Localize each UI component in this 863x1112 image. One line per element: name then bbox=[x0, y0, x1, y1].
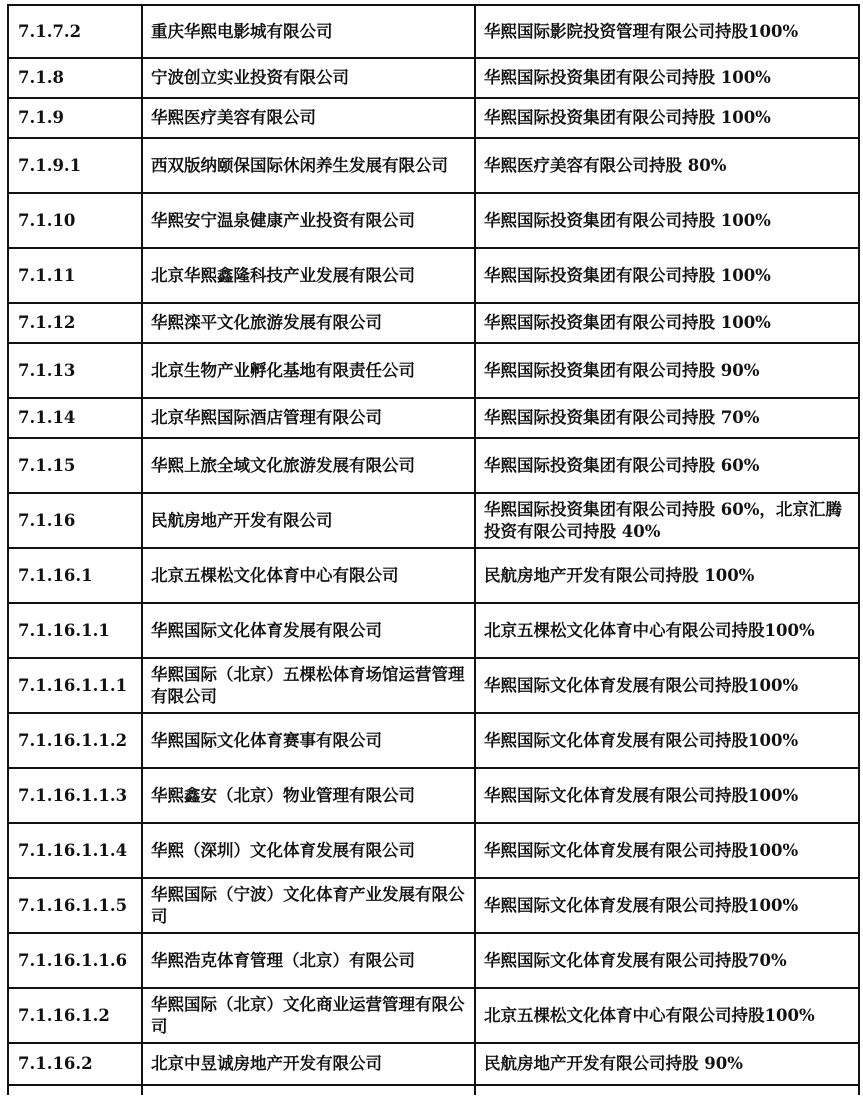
table-row bbox=[8, 343, 859, 398]
empty-cell bbox=[8, 1085, 142, 1095]
entity-code: 7.1.16.2 bbox=[8, 1043, 142, 1085]
shareholding: 北京五棵松文化体育中心有限公司持股100% bbox=[475, 603, 859, 658]
company-name: 北京生物产业孵化基地有限责任公司 bbox=[142, 343, 475, 398]
table-row bbox=[8, 658, 859, 713]
shareholding: 华熙国际投资集团有限公司持股 100% bbox=[475, 303, 859, 343]
company-name: 华熙鑫安（北京）物业管理有限公司 bbox=[142, 768, 475, 823]
table-row bbox=[8, 548, 859, 603]
entity-code: 7.1.16 bbox=[8, 493, 142, 548]
table-row bbox=[8, 303, 859, 343]
shareholding: 民航房地产开发有限公司持股 90% bbox=[475, 1043, 859, 1085]
table-row bbox=[8, 193, 859, 248]
table-row bbox=[8, 713, 859, 768]
entity-code: 7.1.12 bbox=[8, 303, 142, 343]
entity-code: 7.1.16.1.1.1 bbox=[8, 658, 142, 713]
table-row bbox=[8, 5, 859, 58]
table-row bbox=[8, 878, 859, 933]
shareholding: 华熙国际投资集团有限公司持股 100% bbox=[475, 98, 859, 138]
empty-cell bbox=[475, 1085, 859, 1095]
company-name: 北京中昱诚房地产开发有限公司 bbox=[142, 1043, 475, 1085]
company-name: 重庆华熙电影城有限公司 bbox=[142, 5, 475, 58]
entity-code: 7.1.9 bbox=[8, 98, 142, 138]
shareholding: 民航房地产开发有限公司持股 100% bbox=[475, 548, 859, 603]
shareholding: 华熙国际投资集团有限公司持股 70% bbox=[475, 398, 859, 438]
company-name: 华熙国际（宁波）文化体育产业发展有限公司 bbox=[142, 878, 475, 933]
table-row bbox=[8, 768, 859, 823]
table-row bbox=[8, 438, 859, 493]
table-row bbox=[8, 603, 859, 658]
company-name: 西双版纳颐保国际休闲养生发展有限公司 bbox=[142, 138, 475, 193]
table-row bbox=[8, 933, 859, 988]
entity-code: 7.1.16.1.1.2 bbox=[8, 713, 142, 768]
company-name: 民航房地产开发有限公司 bbox=[142, 493, 475, 548]
shareholding: 华熙国际投资集团有限公司持股 100% bbox=[475, 248, 859, 303]
entity-code: 7.1.13 bbox=[8, 343, 142, 398]
company-name: 华熙国际文化体育发展有限公司 bbox=[142, 603, 475, 658]
shareholding: 华熙国际文化体育发展有限公司持股100% bbox=[475, 768, 859, 823]
table-row bbox=[8, 493, 859, 548]
shareholding: 华熙国际文化体育发展有限公司持股100% bbox=[475, 713, 859, 768]
company-name: 华熙国际文化体育赛事有限公司 bbox=[142, 713, 475, 768]
entity-code: 7.1.16.1.1.3 bbox=[8, 768, 142, 823]
company-name: 北京华熙鑫隆科技产业发展有限公司 bbox=[142, 248, 475, 303]
entity-code: 7.1.16.1.1.4 bbox=[8, 823, 142, 878]
company-name: 华熙浩克体育管理（北京）有限公司 bbox=[142, 933, 475, 988]
table-row bbox=[8, 398, 859, 438]
entity-code: 7.1.16.1.1.6 bbox=[8, 933, 142, 988]
company-name: 宁波创立实业投资有限公司 bbox=[142, 58, 475, 98]
company-name: 华熙滦平文化旅游发展有限公司 bbox=[142, 303, 475, 343]
table-row bbox=[8, 138, 859, 193]
entity-code: 7.1.16.1.2 bbox=[8, 988, 142, 1043]
company-name: 华熙医疗美容有限公司 bbox=[142, 98, 475, 138]
table-row bbox=[8, 1043, 859, 1085]
company-name: 华熙（深圳）文化体育发展有限公司 bbox=[142, 823, 475, 878]
shareholding: 华熙国际文化体育发展有限公司持股100% bbox=[475, 658, 859, 713]
table-row bbox=[8, 248, 859, 303]
table-row bbox=[8, 988, 859, 1043]
shareholding-table bbox=[7, 4, 860, 1095]
entity-code: 7.1.16.1 bbox=[8, 548, 142, 603]
shareholding: 华熙国际文化体育发展有限公司持股100% bbox=[475, 823, 859, 878]
entity-code: 7.1.10 bbox=[8, 193, 142, 248]
company-name: 华熙国际（北京）文化商业运营管理有限公司 bbox=[142, 988, 475, 1043]
company-name: 北京五棵松文化体育中心有限公司 bbox=[142, 548, 475, 603]
company-name: 华熙安宁温泉健康产业投资有限公司 bbox=[142, 193, 475, 248]
shareholding: 华熙医疗美容有限公司持股 80% bbox=[475, 138, 859, 193]
shareholding: 华熙国际文化体育发展有限公司持股70% bbox=[475, 933, 859, 988]
entity-code: 7.1.8 bbox=[8, 58, 142, 98]
table-body bbox=[8, 5, 859, 1095]
table-row bbox=[8, 98, 859, 138]
shareholding: 华熙国际投资集团有限公司持股 60%，北京汇腾投资有限公司持股 40% bbox=[475, 493, 859, 548]
shareholding: 华熙国际投资集团有限公司持股 60% bbox=[475, 438, 859, 493]
empty-cell bbox=[142, 1085, 475, 1095]
company-name: 华熙上旅全域文化旅游发展有限公司 bbox=[142, 438, 475, 493]
entity-code: 7.1.7.2 bbox=[8, 5, 142, 58]
shareholding: 华熙国际影院投资管理有限公司持股100% bbox=[475, 5, 859, 58]
table-row bbox=[8, 58, 859, 98]
company-name: 北京华熙国际酒店管理有限公司 bbox=[142, 398, 475, 438]
entity-code: 7.1.11 bbox=[8, 248, 142, 303]
shareholding: 华熙国际投资集团有限公司持股 90% bbox=[475, 343, 859, 398]
entity-code: 7.1.16.1.1 bbox=[8, 603, 142, 658]
shareholding: 北京五棵松文化体育中心有限公司持股100% bbox=[475, 988, 859, 1043]
entity-code: 7.1.16.1.1.5 bbox=[8, 878, 142, 933]
shareholding: 华熙国际文化体育发展有限公司持股100% bbox=[475, 878, 859, 933]
shareholding: 华熙国际投资集团有限公司持股 100% bbox=[475, 193, 859, 248]
entity-code: 7.1.9.1 bbox=[8, 138, 142, 193]
entity-code: 7.1.14 bbox=[8, 398, 142, 438]
shareholding: 华熙国际投资集团有限公司持股 100% bbox=[475, 58, 859, 98]
company-name: 华熙国际（北京）五棵松体育场馆运营管理有限公司 bbox=[142, 658, 475, 713]
table-row-cut-off bbox=[8, 1085, 859, 1095]
table-row bbox=[8, 823, 859, 878]
entity-code: 7.1.15 bbox=[8, 438, 142, 493]
